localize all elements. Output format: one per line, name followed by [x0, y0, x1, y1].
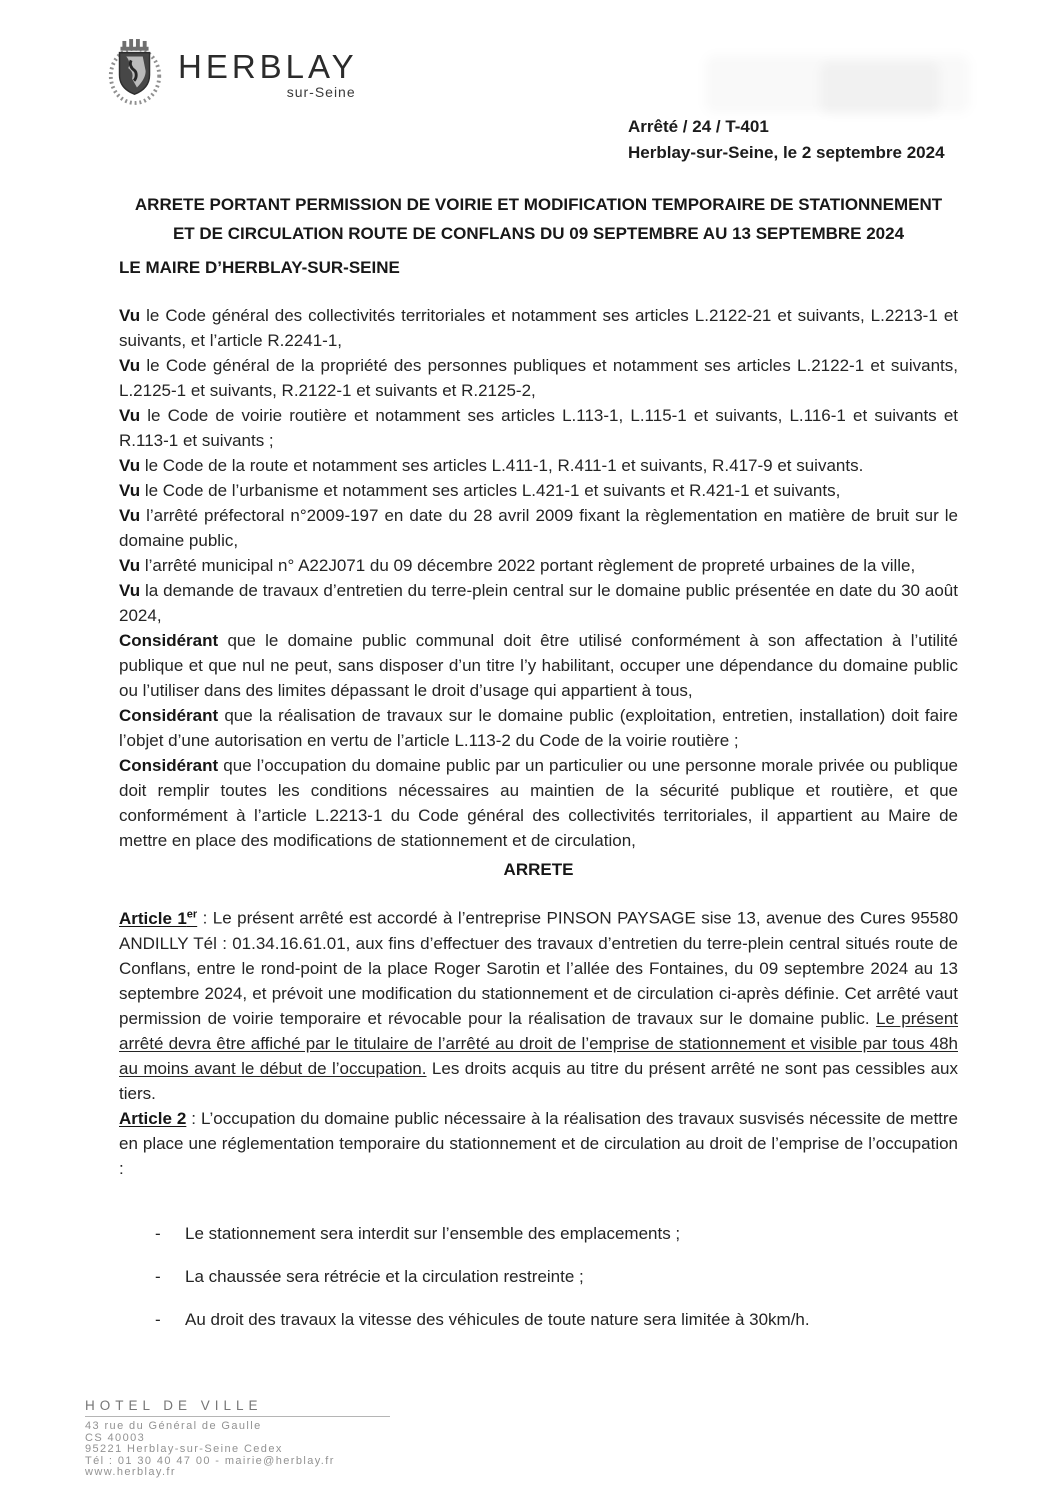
bullet-dash: -	[155, 1223, 161, 1243]
bullet-dash: -	[155, 1309, 161, 1329]
footer-website: www.herblay.fr	[85, 1466, 176, 1479]
recital-text: le Code de l’urbanisme et notamment ses articles L.421-1 et suivants et R.421-1 et suivants,	[144, 481, 841, 500]
considerant-paragraph	[119, 753, 958, 853]
recital-lead: Vu	[119, 481, 141, 500]
scan-artifact	[820, 62, 940, 114]
list-item	[119, 1267, 958, 1287]
considerant-text: que l’occupation du domaine public par un particulier ou une personne morale privée ou publique doit remplir toutes les conditions nécessaires au maintien de la sécurité publique et routière, et que conformément à l’article L.2213-1 du Code général des collectivités territoriales, il appartient au Maire de mettre en place des modifications de stationnement et de circulation,	[119, 756, 958, 850]
arrete-heading: ARRETE	[503, 860, 574, 879]
list-item	[119, 1224, 958, 1244]
footer-heading: HOTEL DE VILLE	[85, 1398, 390, 1417]
recital-text: l’arrêté préfectoral n°2009-197 en date du 28 avril 2009 fixant la règlementation en matière de bruit sur le domaine public,	[119, 506, 958, 550]
footer-address-line: 95221 Herblay-sur-Seine Cedex	[85, 1443, 283, 1456]
document-body	[119, 303, 958, 1353]
salutation: LE MAIRE D’HERBLAY-SUR-SEINE	[119, 258, 400, 277]
list-item-text: Au droit des travaux la vitesse des véhicules de toute nature sera limitée à 30km/h.	[185, 1309, 810, 1329]
article-1-lead: Article 1er	[119, 908, 198, 928]
considerant-lead: Considérant	[119, 706, 219, 725]
list-item-text: Le stationnement sera interdit sur l’ensemble des emplacements ;	[185, 1223, 681, 1243]
footer-address-line: CS 40003	[85, 1431, 146, 1444]
recital-paragraph	[119, 578, 958, 628]
recital-text: la demande de travaux d’entretien du terre-plein central sur le domaine public présentée en date du 30 août 2024,	[119, 581, 958, 625]
document-title-line-1: ARRETE PORTANT PERMISSION DE VOIRIE ET MODIFICATION TEMPORAIRE DE STATIONNEMENT	[134, 195, 943, 214]
arrete-dateline: Herblay-sur-Seine, le 2 septembre 2024	[628, 143, 945, 162]
recital-paragraph	[119, 503, 958, 553]
considerant-text: que le domaine public communal doit être utilisé conformément à son affectation à l’utilité publique et que nul ne peut, sans disposer d’un titre l’y habilitant, occuper une dépendance du domaine public ou l’utiliser dans des limites dépassant le droit d’usage qui appartient à tous,	[119, 631, 958, 700]
considerant-lead: Considérant	[119, 756, 219, 775]
recital-text: le Code de voirie routière et notamment ses articles L.113-1, L.115-1 et suivants, L.116-1 et suivants et R.113-1 et suivants ;	[119, 406, 959, 450]
recital-text: l’arrêté municipal n° A22J071 du 09 décembre 2022 portant règlement de propreté urbaines de la ville,	[144, 556, 916, 575]
footer	[85, 1398, 390, 1479]
list-item	[119, 1310, 958, 1330]
recital-paragraph	[119, 478, 958, 503]
article-2-text: L’occupation du domaine public nécessaire à la réalisation des travaux susvisés nécessite de mettre en place une réglementation temporaire du stationnement et de circulation au droit de l’emprise de l’occupation :	[119, 1108, 959, 1178]
article-1-paragraph	[119, 902, 958, 1106]
recital-lead: Vu	[119, 356, 141, 375]
recital-text: le Code général de la propriété des personnes publiques et notamment ses articles L.2122-1 et suivants, L.2125-1 et suivants, R.2122-1 et suivants et R.2125-2,	[119, 356, 958, 400]
list-item-text: La chaussée sera rétrécie et la circulation restreinte ;	[185, 1266, 584, 1286]
recital-lead: Vu	[119, 556, 141, 575]
recital-paragraph	[119, 553, 958, 578]
header-reference-block	[628, 114, 945, 166]
recital-paragraph	[119, 403, 958, 453]
brand-subtitle: sur-Seine	[286, 84, 356, 100]
document-title	[119, 190, 958, 248]
recital-lead: Vu	[119, 306, 141, 325]
city-crest-icon	[104, 36, 166, 106]
article-1-lead-sup: er	[186, 908, 198, 920]
article-separator: :	[186, 1108, 201, 1128]
recital-lead: Vu	[119, 406, 141, 425]
article-2-lead: Article 2	[119, 1108, 187, 1128]
recital-paragraph	[119, 453, 958, 478]
recital-lead: Vu	[119, 456, 141, 475]
arrete-reference: Arrêté / 24 / T-401	[628, 117, 769, 136]
article-separator: :	[197, 908, 213, 928]
recital-text: le Code de la route et notamment ses articles L.411-1, R.411-1 et suivants, R.417-9 et suivants.	[144, 456, 864, 475]
recital-paragraph	[119, 353, 958, 403]
recital-lead: Vu	[119, 506, 141, 525]
considerant-paragraph	[119, 628, 958, 703]
article-1-text-after: Les droits acquis au titre du présent arrêté ne sont pas cessibles aux tiers.	[119, 1058, 958, 1103]
recital-lead: Vu	[119, 581, 141, 600]
considerant-paragraph	[119, 703, 958, 753]
footer-contact-line: Tél : 01 30 40 47 00 - mairie@herblay.fr	[85, 1454, 335, 1467]
bullet-dash: -	[155, 1266, 161, 1286]
article-1-text: Le présent arrêté est accordé à l’entreprise PINSON PAYSAGE sise 13, avenue des Cures 95580 ANDILLY Tél : 01.34.16.61.01, aux fins d’effectuer des travaux d’entretien du terre-plein central situés route de Conflans, entre le rond-point de la place Roger Sarotin et l’allée des Fontaines, du 09 septembre 2024 au 13 septembre 2024, et prévoit une modification du stationnement et de circulation ci-après définie. Cet arrêté vaut permission de voirie temporaire et révocable pour la réalisation de travaux sur le domaine public.	[119, 908, 959, 1028]
considerant-text: que la réalisation de travaux sur le domaine public (exploitation, entretien, installation) doit faire l’objet d’une autorisation en vertu de l’article L.113-2 du Code de la voirie routière ;	[119, 706, 958, 750]
brand-name: HERBLAY	[178, 48, 358, 85]
document-title-line-2: ET DE CIRCULATION ROUTE DE CONFLANS DU 09 SEPTEMBRE AU 13 SEPTEMBRE 2024	[172, 224, 905, 243]
bullet-list	[119, 1224, 958, 1330]
article-1-underlined-text: Le présent arrêté devra être affiché par le titulaire de l’arrêté au droit de l’emprise de stationnement et visible par tous 48h au moins avant le début de l’occupation.	[119, 1008, 958, 1078]
herblay-logo	[104, 36, 358, 106]
article-2-paragraph	[119, 1106, 958, 1181]
recital-paragraph	[119, 303, 958, 353]
recital-text: le Code général des collectivités territoriales et notamment ses articles L.2122-21 et suivants, L.2213-1 et suivants, et l’article R.2241-1,	[119, 306, 958, 350]
footer-address-line: 43 rue du Général de Gaulle	[85, 1420, 262, 1432]
considerant-lead: Considérant	[119, 631, 219, 650]
